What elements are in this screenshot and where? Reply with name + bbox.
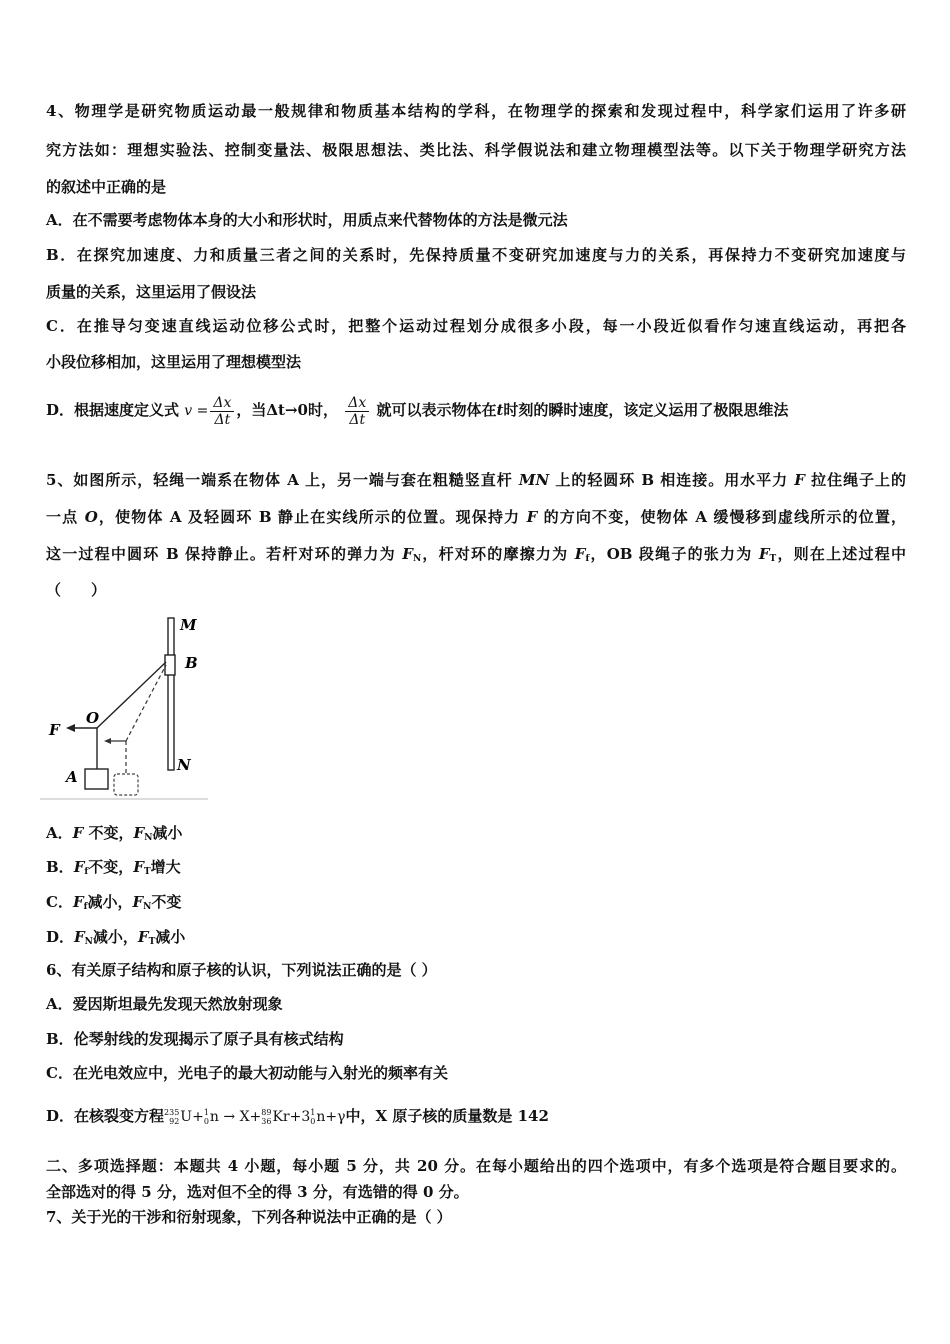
subscript: N	[84, 937, 93, 947]
isotope-numbers	[261, 1108, 271, 1126]
option-letter: A．	[46, 824, 73, 842]
q4-option-c-line-2: 小段位移相加，这里运用了理想模型法	[46, 353, 302, 371]
force-label: F	[73, 858, 85, 876]
q4-option-b-line-1: B．在探究加速度、力和质量三者之间的关系时，先保持质量不变研究加速度与力的关系，再保持力不变研究加速度与	[46, 246, 906, 264]
q5-text: 上的轻圆环 B 相连接。用水平力	[549, 471, 795, 489]
q5-answer-bracket: （ ）	[46, 581, 107, 599]
ratio-denominator: Δt	[349, 411, 366, 428]
q4-option-c-line-1: C．在推导匀变速直线运动位移公式时，把整个运动过程划分成很多小段，每一小段近似看作匀速直线运动，再把各	[46, 317, 906, 335]
q4-d-text: 时，	[307, 401, 338, 419]
option-letter: C．	[46, 893, 73, 911]
ring-b	[165, 655, 175, 675]
rope-ob	[97, 662, 166, 728]
q4-d-text: 时刻的瞬时速度，该定义运用了极限思维法	[503, 401, 789, 419]
q7-stem: 7、关于光的干涉和衍射现象，下列各种说法中正确的是（ ）	[46, 1208, 452, 1226]
isotope-numbers	[310, 1108, 315, 1126]
q5-option-b	[46, 857, 906, 882]
nuclide: n+γ	[316, 1109, 346, 1125]
velocity-symbol: v =	[184, 403, 209, 419]
mass-number: 1	[203, 1108, 209, 1117]
velocity-fraction	[210, 395, 234, 428]
option-text: 减小	[152, 824, 183, 842]
q6-option-b: B．伦琴射线的发现揭示了原子具有核式结构	[46, 1030, 344, 1048]
q4-stem-line-3: 的叙述中正确的是	[46, 178, 167, 196]
force-label: F	[574, 545, 586, 563]
option-letter: D．	[46, 928, 75, 946]
option-text: 减小，	[92, 928, 138, 946]
subscript: f	[84, 867, 89, 877]
force-label: F	[526, 508, 538, 526]
q6-option-c: C．在光电效应中，光电子的最大初动能与入射光的频率有关	[46, 1064, 448, 1082]
atomic-number: 0	[203, 1117, 209, 1126]
ratio-numerator: Δx	[345, 395, 369, 412]
option-text: 不变，	[83, 824, 134, 842]
subscript: f	[585, 554, 590, 564]
block-a-dashed	[114, 774, 138, 795]
atomic-number: 0	[310, 1117, 316, 1126]
isotope-numbers	[164, 1108, 179, 1126]
subscript: T	[769, 554, 777, 564]
force-label: F	[758, 545, 770, 563]
force-label: F	[137, 928, 149, 946]
nuclide: n →	[209, 1109, 236, 1125]
q5-stem-line-2	[46, 507, 906, 527]
fission-equation	[164, 1109, 345, 1125]
subscript: N	[144, 833, 153, 843]
q5-stem-line-1	[46, 470, 906, 490]
option-text: 减小，	[87, 893, 133, 911]
label-b: B	[185, 654, 198, 672]
atomic-number: 36	[261, 1117, 272, 1126]
q6-stem: 6、有关原子结构和原子核的认识，下列说法正确的是（ ）	[46, 961, 437, 979]
q5-option-a	[46, 823, 906, 848]
q4-option-b-line-2: 质量的关系，这里运用了假设法	[46, 283, 257, 301]
label-f: F	[49, 721, 60, 739]
force-label: F	[132, 893, 144, 911]
rod-mn	[168, 618, 174, 770]
option-text: 中，X 原子核的质量数是 142	[345, 1107, 549, 1125]
q4-d-text: 就可以表示物体在	[376, 401, 497, 419]
q5-option-d	[46, 927, 906, 952]
q4-stem-line-2: 究方法如：理想实验法、控制变量法、极限思想法、类比法、科学假说法和建立物理模型法等。以下关于物理学研究方法	[46, 141, 906, 159]
q4-d-text: ，当	[236, 401, 267, 419]
q5-text: 5、如图所示，轻绳一端系在物体 A 上，另一端与套在粗糙竖直杆	[46, 471, 519, 489]
q5-text: 的方向不变，使物体 A 缓慢移到虚线所示的位置，	[537, 508, 906, 526]
dashed-rope-ob	[126, 665, 166, 741]
point-label: O	[84, 508, 98, 526]
option-text: 不变，	[88, 858, 134, 876]
q5-text: 拉住绳子上的	[804, 471, 906, 489]
label-n: N	[177, 756, 191, 774]
rod-label: MN	[518, 471, 550, 489]
force-arrowhead	[66, 724, 75, 732]
q5-figure	[40, 610, 212, 802]
force-label: F	[402, 545, 413, 563]
subscript: f	[83, 902, 88, 912]
subscript: N	[412, 554, 422, 564]
force-label: F	[72, 824, 84, 842]
force-label: F	[133, 824, 145, 842]
subscript: T	[143, 867, 151, 877]
q5-stem-line-3	[46, 544, 906, 569]
force-label: F	[794, 471, 805, 489]
block-a	[85, 769, 108, 789]
option-text: 减小	[155, 928, 186, 946]
q6-option-d	[46, 1098, 906, 1135]
q4-option-d	[46, 392, 906, 429]
q5-text: ，则在上述过程中	[776, 545, 906, 563]
q4-d-limit: →0	[284, 401, 308, 419]
force-label: F	[72, 893, 84, 911]
section-2-heading-line-1: 二、多项选择题：本题共 4 小题，每小题 5 分，共 20 分。在每小题给出的四个选项中，有多个选项是符合题目要求的。	[46, 1157, 906, 1175]
velocity-denominator: Δt	[214, 411, 231, 428]
velocity-numerator: Δx	[210, 395, 234, 412]
option-text: 增大	[150, 858, 181, 876]
label-m: M	[180, 616, 197, 634]
subscript: T	[148, 937, 156, 947]
delta-t-symbol: Δt	[266, 401, 285, 419]
force-label: F	[133, 858, 144, 876]
q5-text: ，OB 段绳子的张力为	[589, 545, 759, 563]
q4-d-prefix: D．根据速度定义式	[46, 401, 180, 419]
time-symbol: t	[496, 401, 504, 419]
q4-stem-line-1: 4、物理学是研究物质运动最一般规律和物质基本结构的学科，在物理学的探索和发现过程中，科学家们运用了许多研	[46, 102, 906, 120]
subscript: N	[143, 902, 152, 912]
section-2-heading-line-2: 全部选对的得 5 分，选对但不全的得 3 分，有选错的得 0 分。	[46, 1183, 469, 1201]
ratio-fraction	[345, 395, 369, 428]
label-o: O	[86, 709, 100, 727]
isotope-numbers	[204, 1108, 209, 1126]
q5-text: 这一过程中圆环 B 保持静止。若杆对环的弹力为	[46, 545, 403, 563]
mass-number: 89	[261, 1108, 272, 1117]
q5-text: ，使物体 A 及轻圆环 B 静止在实线所示的位置。现保持力	[97, 508, 527, 526]
q5-text: ，杆对环的摩擦力为	[421, 545, 575, 563]
option-text: D．在核裂变方程	[46, 1107, 165, 1125]
label-a: A	[66, 768, 78, 786]
dashed-force-arrowhead	[104, 738, 111, 744]
nuclide: Kr+3	[272, 1109, 311, 1125]
option-text: 不变	[151, 893, 182, 911]
q4-option-a: A．在不需要考虑物体本身的大小和形状时，用质点来代替物体的方法是微元法	[46, 211, 568, 229]
q5-option-c	[46, 892, 906, 917]
atomic-number: 92	[169, 1117, 180, 1126]
force-label: F	[74, 928, 85, 946]
option-letter: B．	[46, 858, 74, 876]
nuclide: U+	[180, 1109, 204, 1125]
q6-option-a: A．爱因斯坦最先发现天然放射现象	[46, 995, 283, 1013]
nuclide: X+	[239, 1109, 262, 1125]
mass-number: 235	[164, 1108, 180, 1117]
mass-number: 1	[310, 1108, 316, 1117]
q5-text: 一点	[46, 508, 85, 526]
